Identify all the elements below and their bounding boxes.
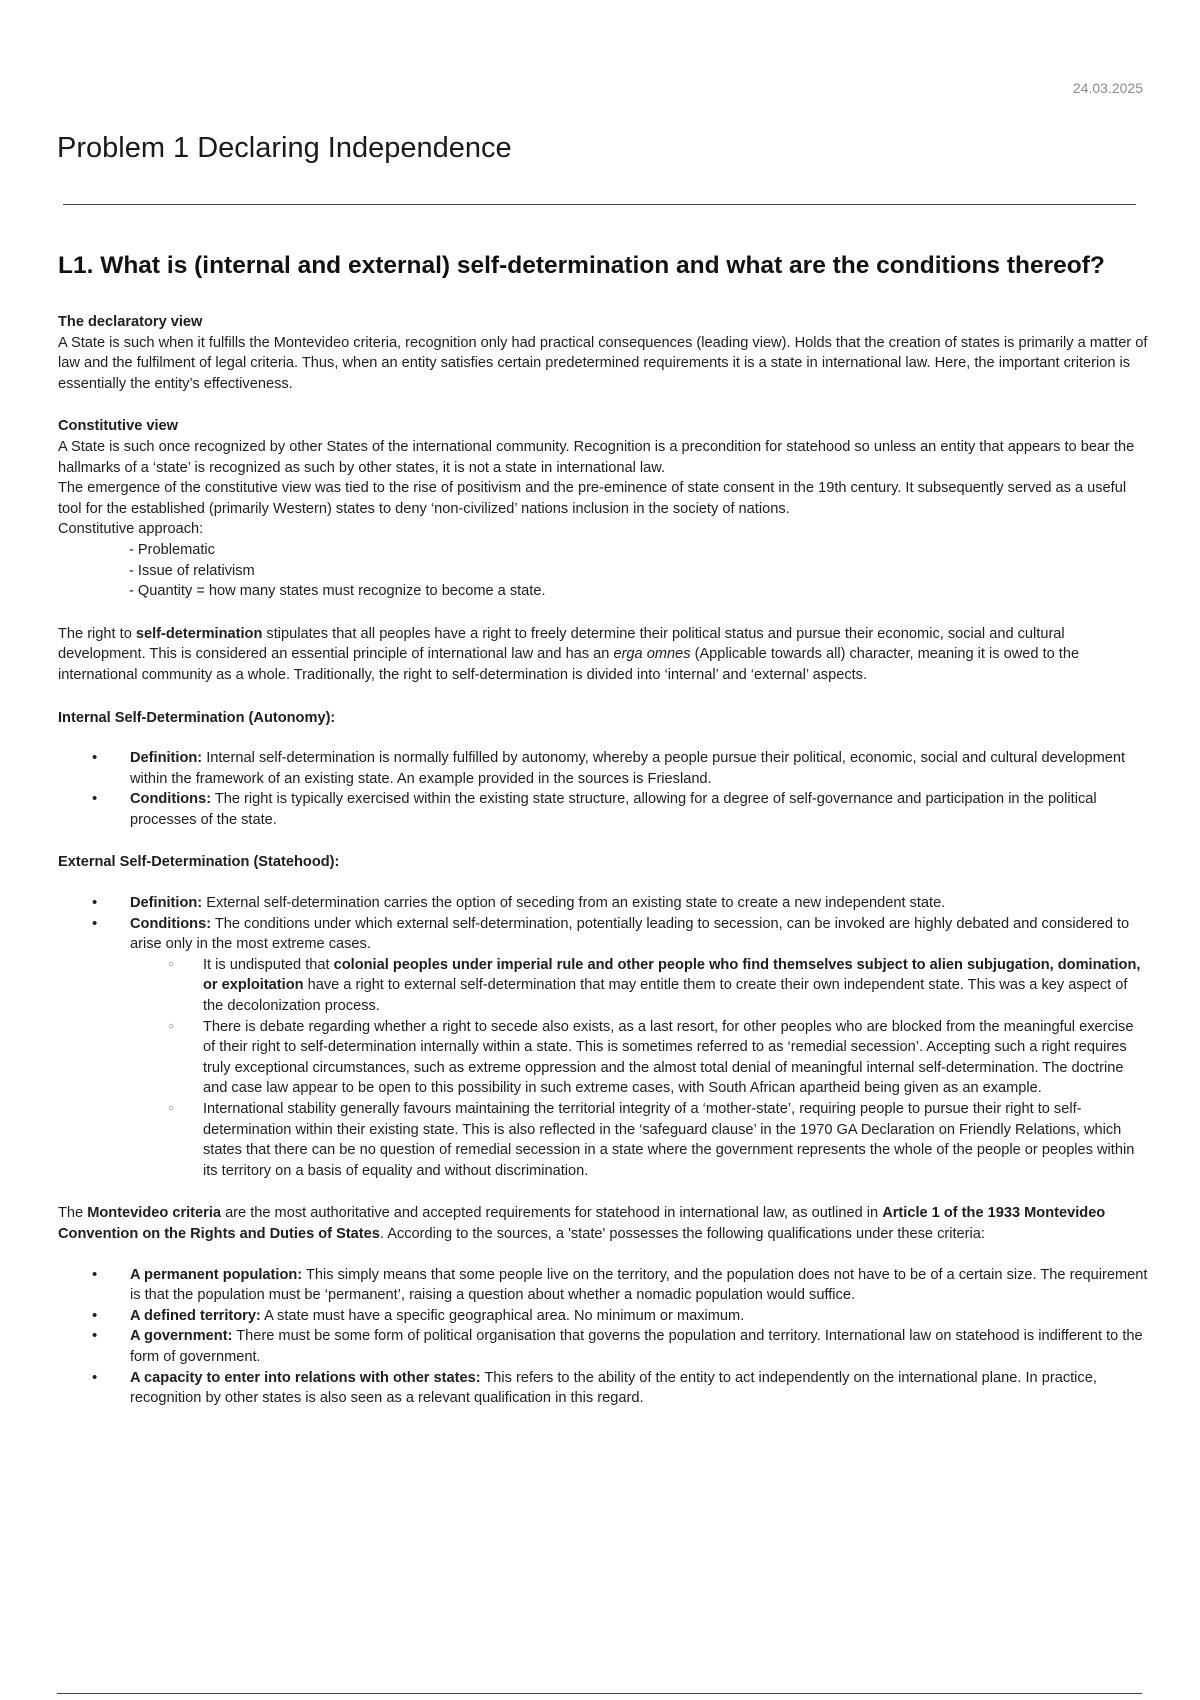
list-item: • Definition: Internal self-determination is normally fulfilled by autonomy, whereby a people pursue their political, economic, social and cultural development within the framework of an existing state. An example provided in the sources is Friesland. (58, 748, 1148, 789)
sub-list-item: ○ International stability generally favours maintaining the territorial integrity of a ‘mother-state’, requiring people to pursue their right to self-determination within their existing state. This is also reflected in the ‘safeguard clause’ in the 1970 GA Declaration on Friendly Relations, which states that there can be no question of remedial secession in a state where the government represents the whole of the people or peoples within its territory on a basis of equality and without discrimination. (130, 1099, 1148, 1181)
internal-sd-list (58, 748, 1148, 830)
declaratory-view-block (58, 312, 1148, 394)
constitutive-point: - Problematic (129, 541, 215, 558)
list-item: • A capacity to enter into relations with other states: This refers to the ability of the entity to act independently on the international plane. In practice, recognition by other states is also seen as a relevant qualification in this regard. (58, 1368, 1148, 1409)
constitutive-point: - Quantity = how many states must recognize to become a state. (129, 583, 546, 600)
list-item: • A defined territory: A state must have a specific geographical area. No minimum or maximum. (58, 1306, 1148, 1327)
montevideo-paragraph: The Montevideo criteria are the most authoritative and accepted requirements for statehood in international law, as outlined in Article 1 of the 1933 Montevideo Convention on the Rights and Duties of States. According to the sources, a 'state' possesses the following qualifications under these criteria: (58, 1205, 1106, 1242)
declaratory-view-text: A State is such when it fulfills the Montevideo criteria, recognition only had practical consequences (leading view). Holds that the creation of states is primarily a matter of law and the fulfilment of legal criteria. Thus, when an entity satisfies certain predetermined requirements it is a state in international law. Here, the important criterion is essentially the entity’s effectiveness. (58, 334, 1148, 392)
page-title: Problem 1 Declaring Independence (57, 132, 512, 164)
list-item: • A government: There must be some form of political organisation that governs the population and territory. International law on statehood is indifferent to the form of government. (58, 1326, 1148, 1367)
footer-divider (57, 1693, 1142, 1694)
constitutive-view-title: Constitutive view (58, 418, 179, 435)
constitutive-approach-label: Constitutive approach: (58, 521, 204, 538)
constitutive-view-block (58, 416, 1148, 601)
montevideo-criteria-list (58, 1265, 1148, 1409)
list-item: • Definition: External self-determination carries the option of seceding from an existing state to create a new independent state. (58, 893, 1148, 914)
self-determination-paragraph: The right to self-determination stipulates that all peoples have a right to freely determine their political status and pursue their economic, social and cultural development. This is considered an essential principle of international law and has an erga omnes (Applicable towards all) character, meaning it is owed to the international community as a whole. Traditionally, the right to self-determination is divided into ‘internal’ and ‘external’ aspects. (58, 625, 1080, 683)
constitutive-view-text-2: The emergence of the constitutive view was tied to the rise of positivism and the pre-eminence of state consent in the 19th century. It subsequently served as a useful tool for the established (primarily Western) states to deny ‘non-civilized’ nations inclusion in the society of nations. (58, 480, 1127, 517)
constitutive-point: - Issue of relativism (129, 562, 255, 579)
conditions-sublist (130, 955, 1148, 1182)
document-date: 24.03.2025 (1072, 80, 1143, 96)
sub-list-item: ○ There is debate regarding whether a right to secede also exists, as a last resort, for other peoples who are blocked from the meaningful exercise of their right to self-determination internally within a state. This is sometimes referred to as ‘remedial secession’. Accepting such a right requires truly exceptional circumstances, such as extreme oppression and the almost total denial of meaningful internal self-determination. The doctrine and case law appear to be open to this possibility in such extreme cases, with South African apartheid being given as an example. (130, 1017, 1148, 1099)
declaratory-view-title: The declaratory view (58, 314, 203, 330)
external-sd-title: External Self-Determination (Statehood): (58, 854, 340, 871)
document-body (58, 250, 1148, 1431)
internal-sd-title: Internal Self-Determination (Autonomy): (58, 709, 336, 726)
sub-list-item: ○ It is undisputed that colonial peoples under imperial rule and other people who find themselves subject to alien subjugation, domination, or exploitation have a right to external self-determination that may entitle them to create their own independent state. This was a key aspect of the decolonization process. (130, 955, 1148, 1017)
title-divider (63, 204, 1136, 205)
list-item: • Conditions: The conditions under which external self-determination, potentially leading to secession, can be invoked are highly debated and considered to arise only in the most extreme cases. ○ It is undisputed that colonial peoples under imperial rule and other people who find themselves subject to alien subjugation, domination, or exploitation have a right to external self-determination that may entitle them to create their own independent state. This was a key aspect of the decolonization process. ○ There is debate regarding whether a right to secede also exists, as a last resort, for other peoples who are blocked from the meaningful exercise of their right to self-determination internally within a state. This is sometimes referred to as ‘remedial secession’. Accepting such a right requires truly exceptional circumstances, such as extreme oppression and the almost total denial of meaningful internal self-determination. The doctrine and case law appear to be open to this possibility in such extreme cases, with South African apartheid being given as an example. ○ International stability generally favours maintaining the territorial integrity of a ‘mother-state’, requiring people to pursue their right to self-determination within their existing state. This is also reflected in the ‘safeguard clause’ in the 1970 GA Declaration on Friendly Relations, which states that there can be no question of remedial secession in a state where the government represents the whole of the people or peoples within its territory on a basis of equality and without discrimination. (58, 914, 1148, 1182)
constitutive-view-text-1: A State is such once recognized by other States of the international community. Recognition is a precondition for statehood so unless an entity that appears to bear the hallmarks of a ‘state’ is recognized as such by other states, it is not a state in international law. (58, 438, 1135, 476)
list-item: • A permanent population: This simply means that some people live on the territory, and the population does not have to be of a certain size. The requirement is that the population must be ‘permanent’, raising a question about whether a nomadic population would suffice. (58, 1265, 1148, 1306)
external-sd-list (58, 893, 1148, 1181)
list-item: • Conditions: The right is typically exercised within the existing state structure, allowing for a degree of self-governance and participation in the political processes of the state. (58, 789, 1148, 830)
section-heading: L1. What is (internal and external) self-determination and what are the conditions thereof? (58, 252, 1105, 279)
